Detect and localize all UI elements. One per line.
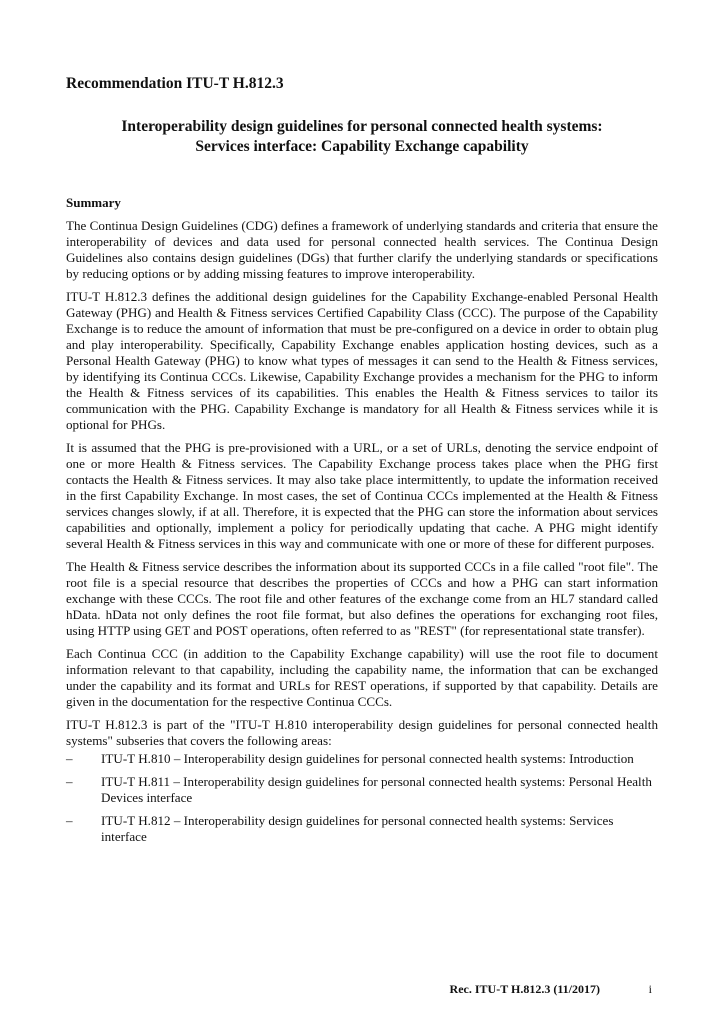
list-item	[66, 774, 658, 806]
paragraph-5: Each Continua CCC (in addition to the Capability Exchange capability) will use the root file to document information relevant to that capability, including the capability name, the information that can be exchanged under the capability and its format and URLs for REST operations, if supported by that capability. Details are given in the documentation for the respective Continua CCCs.	[66, 646, 658, 709]
list-dash: –	[66, 751, 73, 766]
paragraph-1: The Continua Design Guidelines (CDG) defines a framework of underlying standards and criteria that ensure the interoperability of devices and data used for personal connected health services. The Continua Design Guidelines also contains design guidelines (DGs) that further clarify the underlying standards or specifications by reducing options or by adding missing features to improve interoperability.	[66, 218, 658, 281]
list-item	[66, 813, 658, 845]
list-dash: –	[66, 774, 73, 789]
list-item-text: ITU-T H.810 – Interoperability design guidelines for personal connected health systems: Introduction	[101, 751, 634, 766]
list-item-text: ITU-T H.811 – Interoperability design guidelines for personal connected health systems: Personal Health Devices interface	[101, 774, 652, 805]
list-dash: –	[66, 813, 73, 828]
paragraph-6: ITU-T H.812.3 is part of the "ITU-T H.810 interoperability design guidelines for personal connected health systems" subseries that covers the following areas:	[66, 717, 658, 748]
footer-reference: Rec. ITU-T H.812.3 (11/2017)	[449, 982, 600, 996]
page-number: i	[648, 982, 652, 996]
paragraph-3: It is assumed that the PHG is pre-provisioned with a URL, or a set of URLs, denoting the service endpoint of one or more Health & Fitness services. The Capability Exchange process takes place when the PHG first contacts the Health & Fitness services. It may also take place intermittently, to update the information received in the first Capability Exchange. In most cases, the set of Continua CCCs implemented at the Health & Fitness services changes slowly, if at all. Therefore, it is expected that the PHG can store the information about services capabilities and optionally, implement a policy for periodically updating that cache. A PHG might identify several Health & Fitness services in this way and communicate with one or more of these for different purposes.	[66, 440, 658, 551]
paragraph-4: The Health & Fitness service describes the information about its supported CCCs in a file called "root file". The root file is a special resource that describes the properties of CCCs and how a PHG can start information exchange with these CCCs. The root file and other features of the exchange come from an HL7 standard called hData. hData not only defines the root file format, but also defines the operations for exchanging root files, using HTTP using GET and POST operations, often referred to as "REST" (for representational state transfer).	[66, 559, 658, 638]
summary-body	[66, 218, 658, 852]
summary-heading: Summary	[66, 195, 121, 210]
document-title	[66, 117, 658, 157]
recommendation-heading: Recommendation ITU-T H.812.3	[66, 75, 284, 92]
paragraph-2: ITU-T H.812.3 defines the additional design guidelines for the Capability Exchange-enabled Personal Health Gateway (PHG) and Health & Fitness services Certified Capability Class (CCC). The purpose of the Capability Exchange is to reduce the amount of information that must be pre-configured on a device in order to obtain plug and play interoperability. Specifically, Capability Exchange enables application hosting devices, such as a Personal Health Gateway (PHG) to know what types of messages it can send to the Health & Fitness services, by identifying its Continua CCCs. Likewise, Capability Exchange provides a mechanism for the PHG to inform the Health & Fitness services of its capabilities. This enables the Health & Fitness services to tailor its communication with the PHG. Capability Exchange is mandatory for all Health & Fitness services while it is optional for PHGs.	[66, 289, 658, 432]
title-line-2: Services interface: Capability Exchange capability	[195, 138, 529, 155]
title-line-1: Interoperability design guidelines for personal connected health systems:	[121, 118, 603, 135]
list-item	[66, 751, 658, 767]
list-item-text: ITU-T H.812 – Interoperability design guidelines for personal connected health systems: Services interface	[101, 813, 614, 844]
subseries-list	[66, 751, 658, 845]
